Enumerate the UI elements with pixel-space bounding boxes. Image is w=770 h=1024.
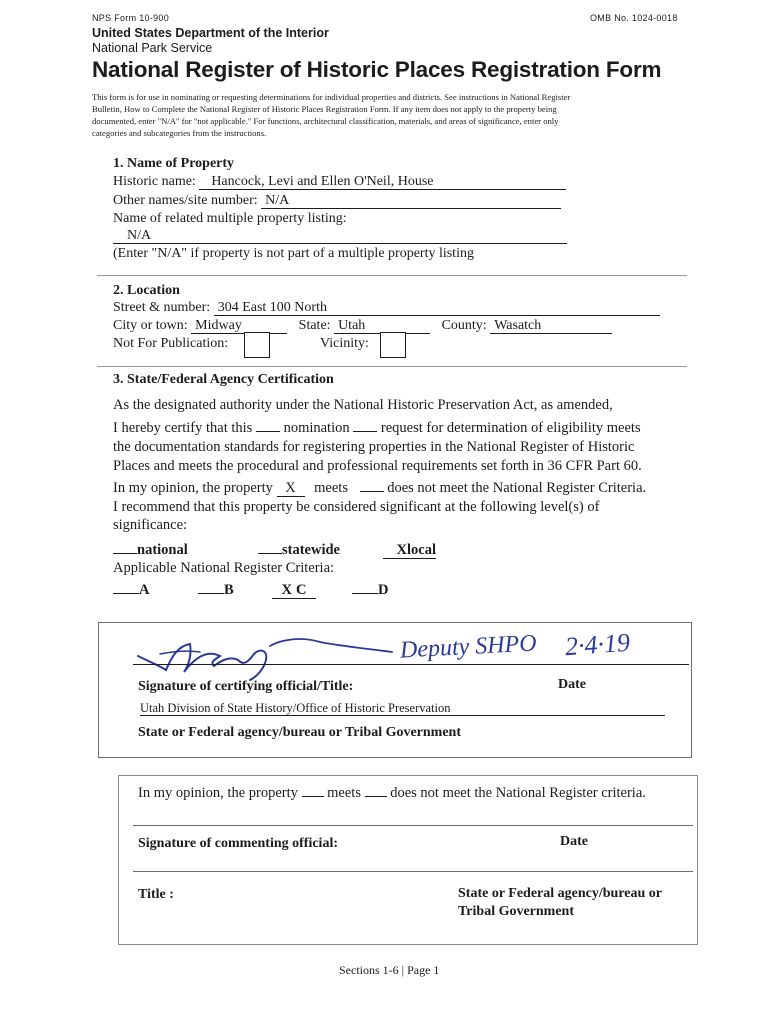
criterion-b-blank[interactable] [198, 593, 224, 594]
criterion-b-label: B [224, 582, 234, 598]
recommend-line: significance: [113, 517, 188, 533]
commenting-signature-line [133, 825, 693, 826]
handwritten-date: 2·4·19 [564, 627, 631, 662]
criterion-a-label: A [139, 582, 150, 598]
commenting-agency-label: Tribal Government [458, 904, 575, 919]
agency-row [140, 701, 665, 716]
commenting-title-label: Title : [138, 887, 174, 902]
city-field[interactable]: Midway [191, 318, 287, 334]
intro-line: documented, enter "N/A" for "not applicable." For functions, architectural classification, materials, and areas of significance, enter only [92, 116, 559, 126]
not-for-publication-checkbox[interactable] [244, 332, 270, 358]
form-number: NPS Form 10-900 [92, 13, 170, 23]
criterion-b [198, 581, 234, 600]
state-label: State: [298, 318, 331, 333]
commenting-does-not-meet-blank[interactable] [365, 796, 387, 797]
street-field[interactable]: 304 East 100 North [214, 300, 660, 316]
signature-image [130, 626, 410, 684]
nomination-label: nomination [283, 420, 350, 436]
certify-line: Places and meets the procedural and professional requirements set forth in 36 CFR Part 60. [113, 458, 642, 474]
section2-heading: 2. Location [113, 283, 180, 298]
other-names-field[interactable]: N/A [261, 193, 561, 209]
criterion-c-label: C [292, 583, 316, 599]
commenting-opinion-line [138, 784, 646, 803]
recommend-line: I recommend that this property be considered significant at the following level(s) of [113, 499, 600, 515]
level-national [113, 541, 188, 560]
criterion-a [113, 581, 149, 600]
date-label: Date [558, 677, 586, 692]
level-local [383, 541, 436, 560]
other-names-label: Other names/site number: [113, 193, 258, 208]
historic-name-field[interactable]: Hancock, Levi and Ellen O'Neil, House [199, 174, 566, 190]
statewide-blank[interactable] [258, 553, 282, 554]
request-label: request for determination of eligibility meets [380, 420, 641, 436]
certify-text: I hereby certify that this [113, 420, 253, 436]
intro-paragraph [92, 91, 692, 139]
intro-line: categories and subcategories from the instructions. [92, 128, 267, 138]
section1-heading: 1. Name of Property [113, 156, 235, 171]
vicinity-label: Vicinity: [320, 336, 369, 351]
form-title: National Register of Historic Places Registration Form [92, 57, 662, 82]
signature-label: Signature of certifying official/Title: [138, 679, 354, 694]
vicinity-checkbox[interactable] [380, 332, 406, 358]
certify-line: the documentation standards for registering properties in the National Register of Historic [113, 439, 635, 455]
service-name: National Park Service [92, 41, 213, 55]
commenting-does-not-meet-label: does not meet the National Register criteria. [390, 785, 646, 801]
historic-name-label: Historic name: [113, 174, 196, 189]
agency-field[interactable]: Utah Division of State History/Office of Historic Preservation [140, 701, 665, 716]
criterion-d-label: D [378, 582, 389, 598]
street-label: Street & number: [113, 300, 211, 315]
does-not-meet-label: does not meet the National Register Criteria. [387, 480, 647, 496]
section3-heading: 3. State/Federal Agency Certification [113, 372, 334, 387]
authority-text: As the designated authority under the National Historic Preservation Act, as amended, [113, 397, 613, 413]
level-statewide [258, 541, 340, 560]
nomination-blank[interactable] [256, 431, 280, 432]
county-label: County: [441, 318, 487, 333]
national-blank[interactable] [113, 553, 137, 554]
not-for-publication-label: Not For Publication: [113, 336, 229, 351]
related-listing-field[interactable]: N/A [113, 228, 567, 244]
certify-line [113, 419, 641, 438]
criterion-a-blank[interactable] [113, 593, 139, 594]
statewide-label: statewide [282, 542, 340, 558]
request-blank[interactable] [353, 431, 377, 432]
intro-line: Bulletin, How to Complete the National Register of Historic Places Registration Form. If any item does not apply to the property being [92, 104, 557, 114]
other-names-row [113, 193, 561, 209]
commenting-meets-blank[interactable] [302, 796, 324, 797]
opinion-text: In my opinion, the property [113, 480, 273, 496]
commenting-signature-label: Signature of commenting official: [138, 836, 338, 851]
local-label: local [407, 542, 436, 558]
city-label: City or town: [113, 318, 188, 333]
commenting-meets-label: meets [327, 785, 361, 801]
commenting-date-label: Date [560, 834, 588, 849]
commenting-opinion-text: In my opinion, the property [138, 785, 298, 801]
page-footer: Sections 1-6 | Page 1 [339, 963, 440, 977]
related-listing-note: (Enter "N/A" if property is not part of a multiple property listing [113, 246, 474, 261]
handwritten-title: Deputy SHPO [399, 630, 538, 664]
national-label: national [137, 542, 188, 558]
section-divider [97, 275, 687, 276]
related-listing-row [113, 228, 567, 244]
does-not-meet-blank[interactable] [360, 491, 384, 492]
criterion-c-mark[interactable]: X [272, 583, 292, 599]
commenting-title-line [133, 871, 693, 872]
state-field[interactable]: Utah [334, 318, 430, 334]
criterion-d [352, 581, 388, 600]
meets-mark[interactable]: X [277, 481, 305, 497]
criterion-c [272, 581, 316, 600]
section-divider [97, 366, 687, 367]
meets-label: meets [314, 480, 348, 496]
commenting-agency-label: State or Federal agency/bureau or [458, 886, 663, 901]
agency-label: State or Federal agency/bureau or Tribal Government [138, 725, 462, 740]
opinion-line [113, 479, 646, 498]
local-mark[interactable]: X [383, 543, 407, 559]
department-name: United States Department of the Interior [92, 26, 329, 40]
related-listing-label: Name of related multiple property listing: [113, 211, 347, 226]
historic-name-row [113, 174, 566, 190]
criterion-d-blank[interactable] [352, 593, 378, 594]
city-row [113, 318, 612, 334]
street-row [113, 300, 660, 316]
omb-number: OMB No. 1024-0018 [590, 13, 678, 23]
intro-line: This form is for use in nominating or requesting determinations for individual properties and districts. See instructions in National Register [92, 92, 571, 102]
county-field[interactable]: Wasatch [490, 318, 612, 334]
criteria-label: Applicable National Register Criteria: [113, 560, 335, 576]
signature-line [133, 664, 689, 665]
